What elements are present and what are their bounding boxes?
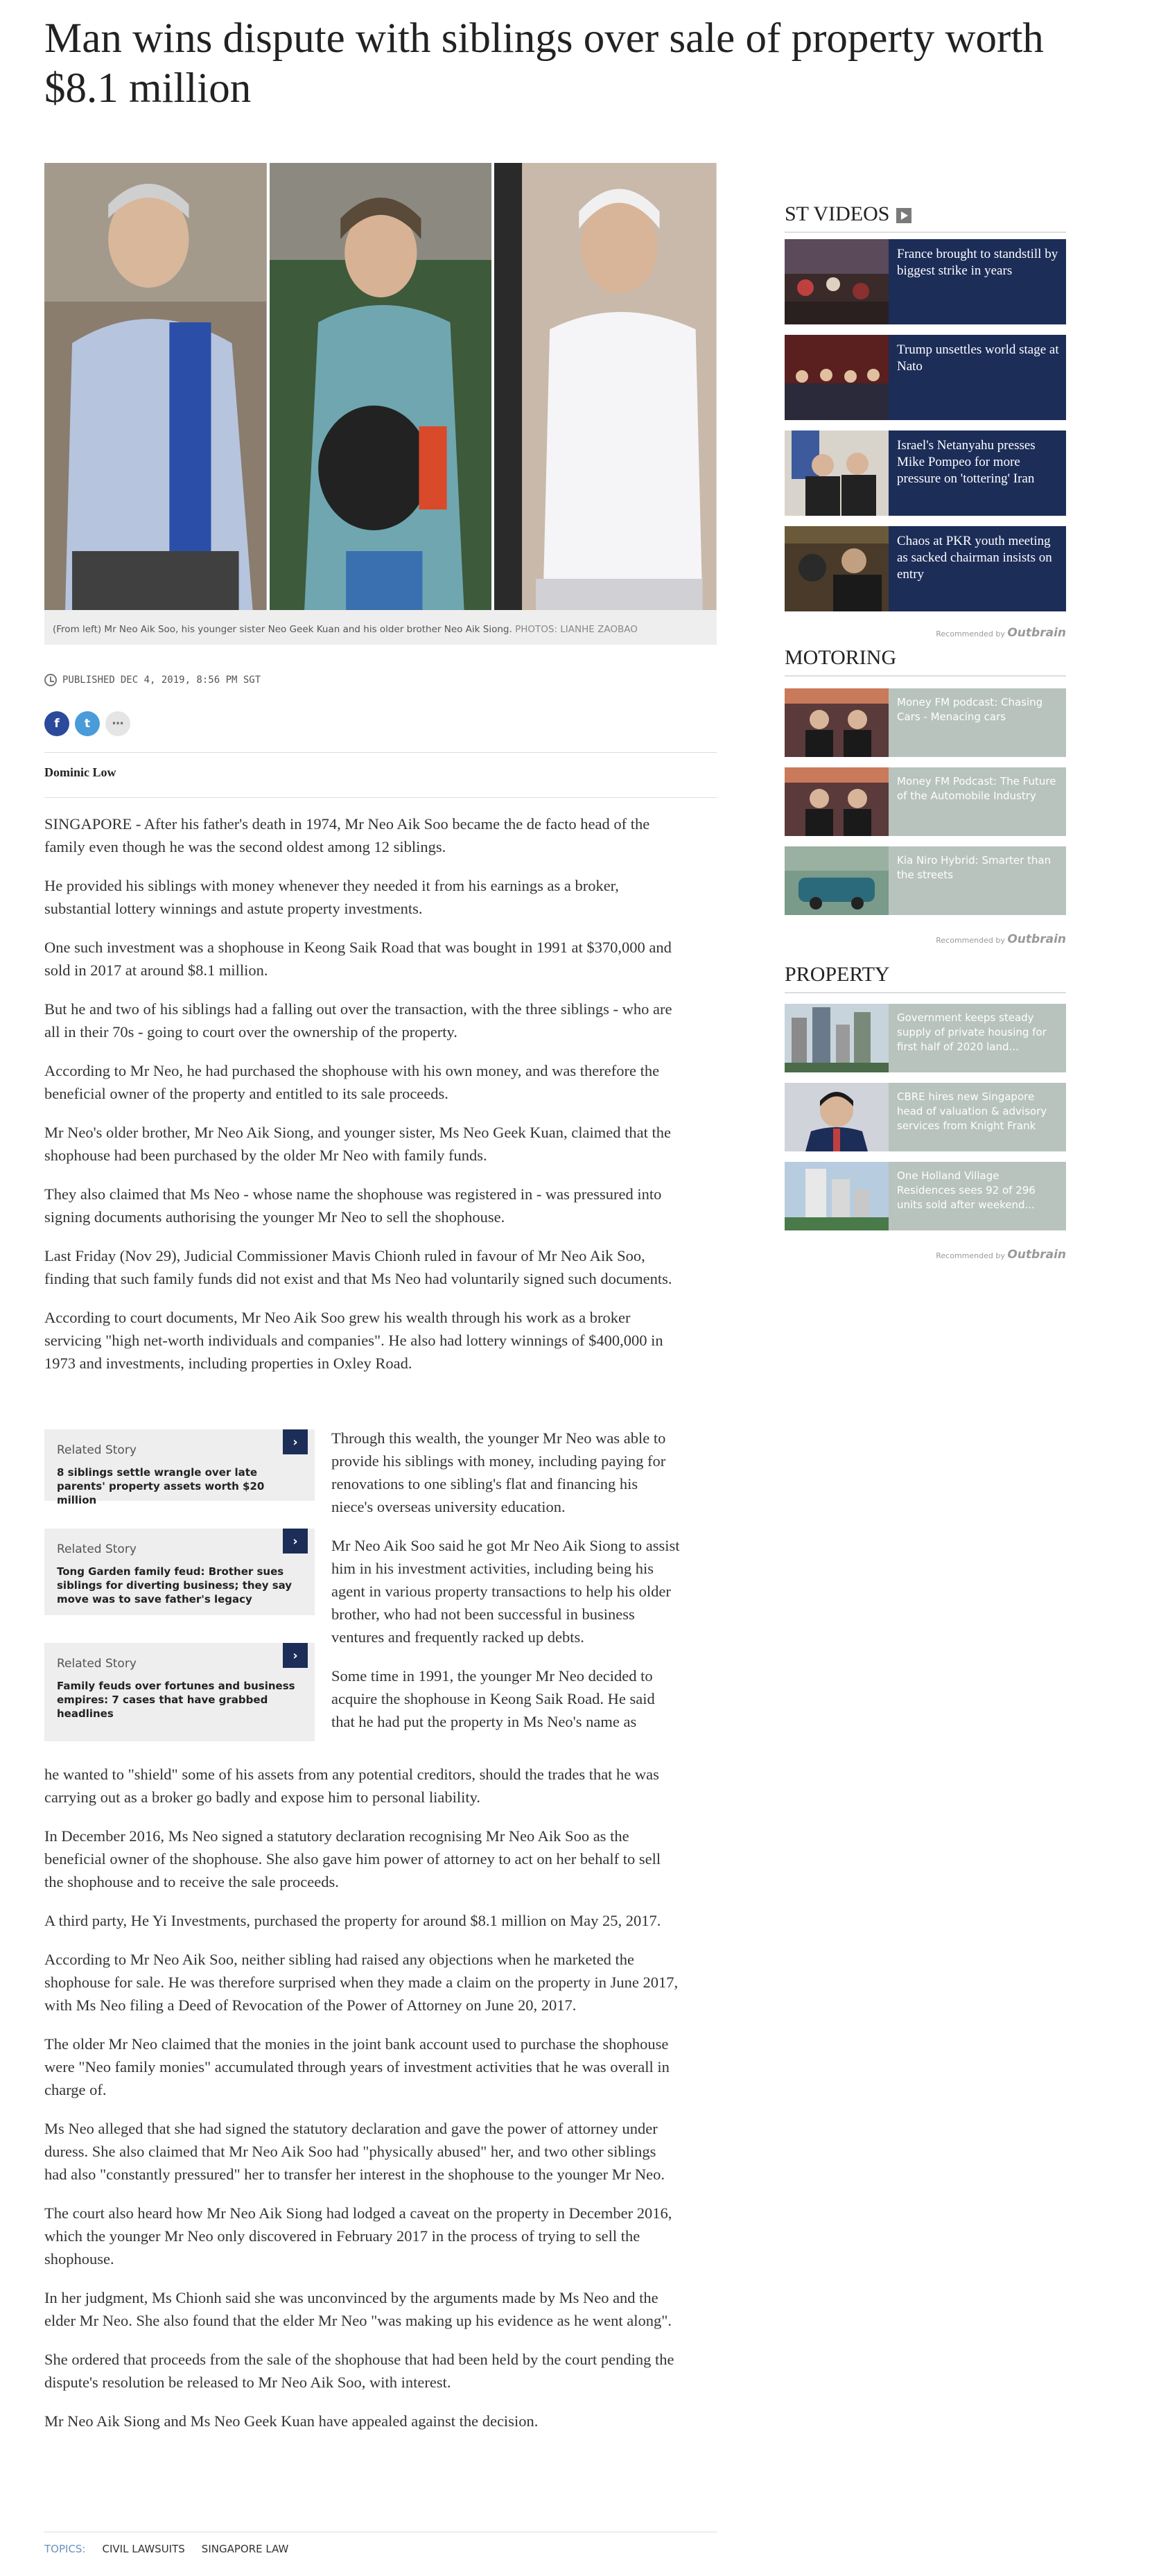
paragraph: The court also heard how Mr Neo Aik Siong had lodged a caveat on the property in December 2016, which the younger Mr Neo only discovered in February 2017 in the process of trying to sell the shophouse.: [44, 2204, 672, 2268]
video-thumbnail[interactable]: [785, 526, 889, 611]
clock-icon: [44, 674, 57, 686]
motoring-card[interactable]: [785, 767, 1066, 836]
paragraph: They also claimed that Ms Neo - whose name the shophouse was registered in - was pressured into signing documents authorising the younger Mr Neo to sell the shophouse.: [44, 1185, 662, 1226]
property-thumbnail[interactable]: [785, 1004, 889, 1072]
photo-neo-aik-soo: [44, 163, 267, 610]
paragraph: he wanted to "shield" some of his assets from any potential creditors, should the trades that he was carrying out as a broker go badly and expose him to personal liability.: [44, 1766, 659, 1806]
more-share-icon[interactable]: ⋯: [105, 711, 130, 736]
hero-figure: [44, 163, 717, 645]
paragraph: The older Mr Neo claimed that the monies in the joint bank account used to purchase the shophouse were "Neo family monies" accumulated through years of investment activities that he was overall in charge of.: [44, 2035, 670, 2098]
chevron-right-icon[interactable]: ›: [283, 1643, 308, 1668]
paragraph: According to Mr Neo, he had purchased the shophouse with his own money, and was therefore the beneficial owner of the property and entitled to its sale proceeds.: [44, 1062, 660, 1102]
recommended-by[interactable]: [785, 626, 1066, 640]
paragraph: One such investment was a shophouse in Keong Saik Road that was bought in 1991 at $370,000 and sold in 2017 at around $8.1 million.: [44, 939, 672, 979]
paragraph: Some time in 1991, the younger Mr Neo decided to acquire the shophouse in Keong Saik Road. He said that he had put the property in Ms Neo's name as: [331, 1667, 655, 1730]
video-title[interactable]: Chaos at PKR youth meeting as sacked chairman insists on entry: [897, 534, 1052, 582]
motoring-heading[interactable]: MOTORING: [785, 646, 1066, 677]
recommended-label: Recommended by: [936, 936, 1005, 945]
property-heading[interactable]: PROPERTY: [785, 963, 1066, 993]
property-title[interactable]: CBRE hires new Singapore head of valuation & advisory services from Knight Frank: [897, 1090, 1047, 1132]
video-title[interactable]: Israel's Netanyahu presses Mike Pompeo for more pressure on 'tottering' Iran: [897, 438, 1036, 486]
paragraph: A third party, He Yi Investments, purchased the property for around $8.1 million on May 25, 2017.: [44, 1912, 661, 1929]
published-date: DEC 4, 2019, 8:56 PM SGT: [120, 675, 261, 686]
outbrain-logo[interactable]: Outbrain: [1007, 626, 1066, 640]
motoring-title[interactable]: Money FM podcast: Chasing Cars - Menacing cars: [897, 696, 1043, 723]
related-story[interactable]: [44, 1529, 315, 1615]
motoring-thumbnail[interactable]: [785, 688, 889, 757]
paragraph: According to court documents, Mr Neo Aik Soo grew his wealth through his work as a broker servicing "high net-worth individuals and companies". He also had lottery winnings of $400,000 in 1973 and investments, including properties in Oxley Road.: [44, 1309, 663, 1372]
divider: [44, 797, 717, 798]
video-card[interactable]: [785, 239, 1066, 324]
outbrain-logo[interactable]: Outbrain: [1007, 932, 1066, 946]
topic-tag[interactable]: SINGAPORE LAW: [201, 2543, 289, 2555]
related-title[interactable]: Tong Garden family feud: Brother sues siblings for diverting business; they say move was to save father's legacy: [57, 1565, 293, 1605]
video-card[interactable]: [785, 430, 1066, 516]
twitter-share-icon[interactable]: t: [75, 711, 100, 736]
outbrain-logo[interactable]: Outbrain: [1007, 1248, 1066, 1262]
related-label: Related Story: [57, 1443, 137, 1457]
chevron-right-icon[interactable]: ›: [283, 1429, 308, 1454]
paragraph: Ms Neo alleged that she had signed the statutory declaration and gave the power of attorney under duress. She also claimed that Mr Neo Aik Soo had "physically abused" her, and two other siblings had also "constantly pressured" her to transfer her interest in the shophouse to the younger Mr Neo.: [44, 2120, 665, 2183]
recommended-label: Recommended by: [936, 629, 1005, 638]
motoring-title[interactable]: Kia Niro Hybrid: Smarter than the streets: [897, 854, 1051, 881]
related-label: Related Story: [57, 1542, 137, 1556]
paragraph: In her judgment, Ms Chionh said she was unconvinced by the arguments made by Ms Neo and the elder Mr Neo. She also found that the elder Mr Neo "was making up his evidence as he went along".: [44, 2289, 672, 2329]
motoring-thumbnail[interactable]: [785, 767, 889, 836]
property-card[interactable]: [785, 1162, 1066, 1230]
st-videos-heading[interactable]: [785, 202, 1066, 233]
video-card[interactable]: [785, 526, 1066, 611]
motoring-card[interactable]: [785, 688, 1066, 757]
photo-neo-geek-kuan: [270, 163, 492, 610]
chevron-right-icon[interactable]: ›: [283, 1529, 308, 1554]
related-title[interactable]: Family feuds over fortunes and business empires: 7 cases that have grabbed headlines: [57, 1680, 295, 1720]
paragraph: Last Friday (Nov 29), Judicial Commissioner Mavis Chionh ruled in favour of Mr Neo Aik Soo, finding that such family funds did not exist and that Ms Neo had voluntarily signed such documents.: [44, 1247, 672, 1287]
video-title[interactable]: Trump unsettles world stage at Nato: [897, 342, 1059, 374]
photo-neo-aik-siong: [494, 163, 717, 610]
caption-text: (From left) Mr Neo Aik Soo, his younger sister Neo Geek Kuan and his older brother Neo Aik Siong.: [53, 624, 512, 635]
property-card[interactable]: [785, 1004, 1066, 1072]
motoring-thumbnail[interactable]: [785, 846, 889, 915]
recommended-by[interactable]: [785, 932, 1066, 946]
facebook-share-icon[interactable]: f: [44, 711, 69, 736]
headline: Man wins dispute with siblings over sale of property worth $8.1 million: [44, 15, 1044, 112]
article-body: [44, 812, 682, 1391]
motoring-card[interactable]: [785, 846, 1066, 915]
related-label: Related Story: [57, 1657, 137, 1671]
paragraph: In December 2016, Ms Neo signed a statutory declaration recognising Mr Neo Aik Soo as the beneficial owner of the shophouse. She also gave him power of attorney to act on her behalf to sell the shophouse and to receive the sale proceeds.: [44, 1827, 661, 1890]
recommended-label: Recommended by: [936, 1251, 1005, 1260]
paragraph: But he and two of his siblings had a falling out over the transaction, with the three siblings - who are all in their 70s - going to court over the ownership of the property.: [44, 1000, 672, 1041]
video-thumbnail[interactable]: [785, 239, 889, 324]
motoring-title[interactable]: Money FM Podcast: The Future of the Automobile Industry: [897, 775, 1056, 802]
related-title[interactable]: 8 siblings settle wrangle over late parents' property assets worth $20 million: [57, 1466, 265, 1506]
video-card[interactable]: [785, 335, 1066, 420]
property-title[interactable]: One Holland Village Residences sees 92 of 296 units sold after weekend...: [897, 1169, 1036, 1211]
play-icon: [896, 208, 911, 223]
divider: [44, 752, 717, 753]
caption-credit: PHOTOS: LIANHE ZAOBAO: [515, 624, 638, 635]
property-title[interactable]: Government keeps steady supply of private housing for first half of 2020 land...: [897, 1011, 1047, 1053]
paragraph: SINGAPORE - After his father's death in 1974, Mr Neo Aik Soo became the de facto head of the family even though he was the second oldest among 12 siblings.: [44, 815, 650, 855]
share-bar: [44, 711, 130, 736]
related-story[interactable]: [44, 1643, 315, 1741]
paragraph: He provided his siblings with money whenever they needed it from his earnings as a broker, substantial lottery winnings and astute property investments.: [44, 877, 619, 917]
published-label: PUBLISHED: [62, 675, 115, 686]
related-story[interactable]: [44, 1429, 315, 1506]
hero-caption: [53, 624, 638, 635]
topic-tag[interactable]: CIVIL LAWSUITS: [102, 2543, 185, 2555]
article-body-continued: [44, 1763, 682, 2448]
topics-bar: [44, 2543, 288, 2555]
paragraph: According to Mr Neo Aik Soo, neither sibling had raised any objections when he marketed the shophouse for sale. He was therefore surprised when they made a claim on the property in June 2017, with Ms Neo filing a Deed of Revocation of the Power of Attorney on June 20, 2017.: [44, 1951, 679, 2014]
property-thumbnail[interactable]: [785, 1162, 889, 1230]
property-card[interactable]: [785, 1083, 1066, 1151]
paragraph: She ordered that proceeds from the sale of the shophouse that had been held by the court pending the dispute's resolution be released to Mr Neo Aik Soo, with interest.: [44, 2351, 674, 2391]
published-line: [44, 674, 261, 686]
st-videos-title[interactable]: ST VIDEOS: [785, 202, 890, 225]
article-body-narrow: [331, 1427, 682, 1733]
paragraph: Mr Neo Aik Soo said he got Mr Neo Aik Siong to assist him in his investment activities, including being his agent in various property transactions to help his older brother, who had not been successful in business ventures and frequently racked up debts.: [331, 1537, 680, 1646]
hero-photos: [44, 163, 717, 610]
video-title[interactable]: France brought to standstill by biggest strike in years: [897, 247, 1058, 278]
author-byline[interactable]: Dominic Low: [44, 765, 116, 779]
video-thumbnail[interactable]: [785, 335, 889, 420]
recommended-by[interactable]: [785, 1248, 1066, 1262]
video-thumbnail[interactable]: [785, 430, 889, 516]
property-thumbnail[interactable]: [785, 1083, 889, 1151]
paragraph: Through this wealth, the younger Mr Neo was able to provide his siblings with money, including paying for renovations to one sibling's flat and financing his niece's overseas university education.: [331, 1429, 666, 1515]
paragraph: Mr Neo Aik Siong and Ms Neo Geek Kuan have appealed against the decision.: [44, 2412, 539, 2430]
paragraph: Mr Neo's older brother, Mr Neo Aik Siong, and younger sister, Ms Neo Geek Kuan, claimed that the shophouse had been purchased by the older Mr Neo with family funds.: [44, 1124, 671, 1164]
topics-label: TOPICS:: [44, 2543, 86, 2555]
